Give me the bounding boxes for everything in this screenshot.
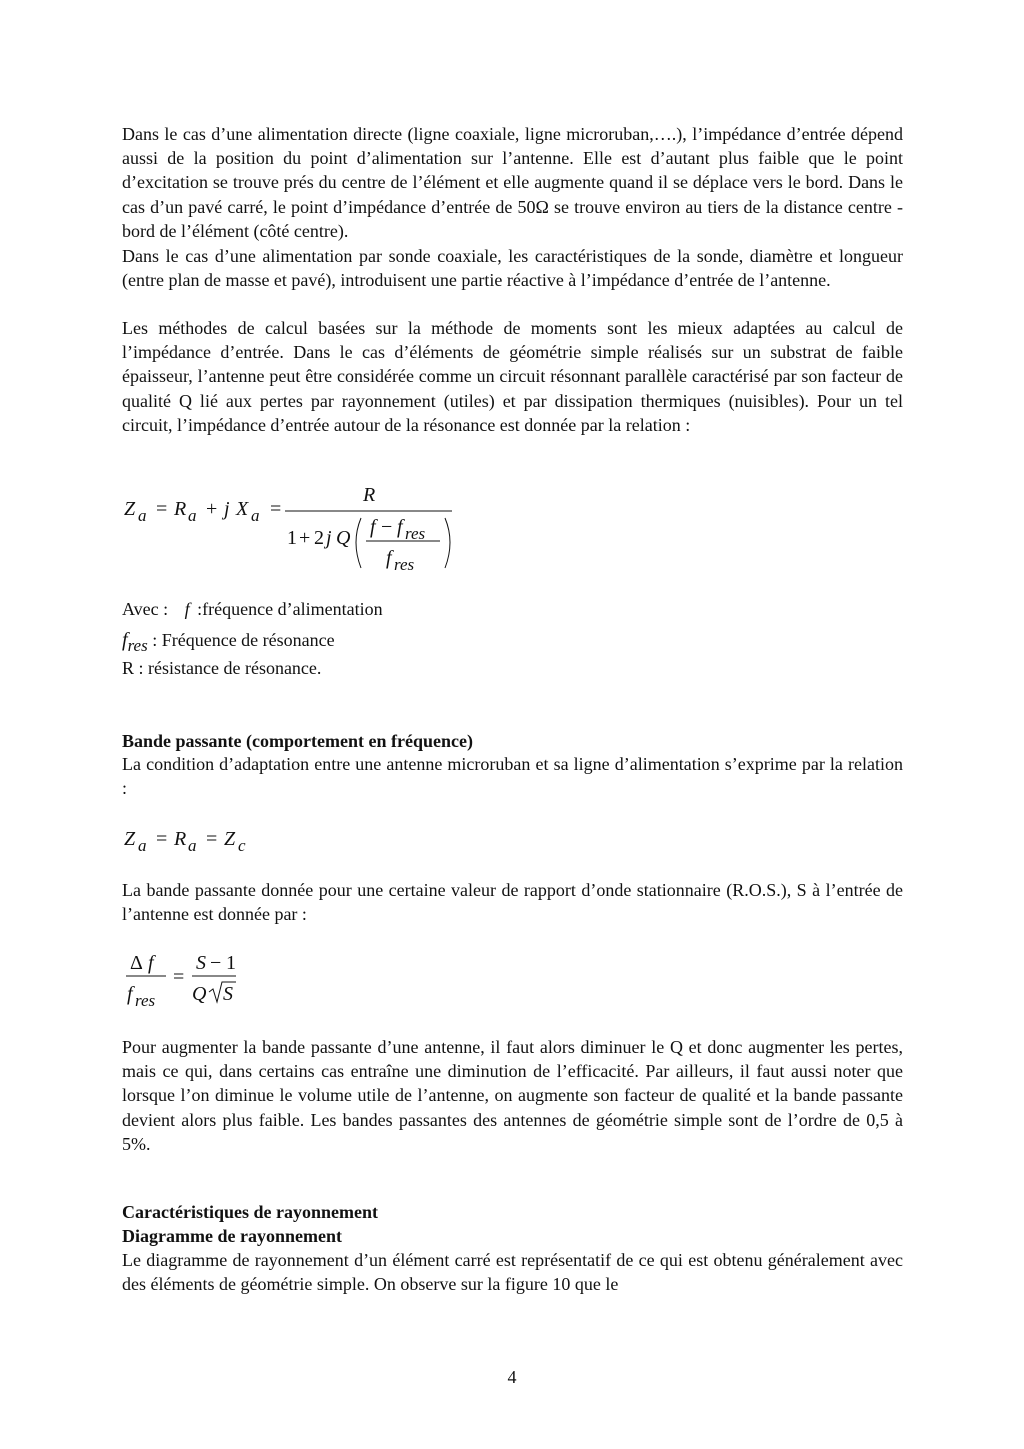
svg-text:=: = xyxy=(270,498,282,520)
equation-matching xyxy=(118,822,258,862)
paragraph-direct-feed: Dans le cas d’une alimentation directe (ligne coaxiale, ligne microruban,….), l’impédance d’entrée dépend aussi de la position du point d’alimentation sur l’antenne. Elle est d’autant plus faible que le point d’excitation se trouve prés du centre de l’élément et elle augmente quand il se déplace vers le bord. Dans le cas d’un pavé carré, le point d’impédance d’entrée de 50Ω se trouve environ au tiers de la distance centre - bord de l’élément (côté centre). xyxy=(122,124,903,241)
svg-text:Q: Q xyxy=(192,983,207,1005)
svg-text:j: j xyxy=(326,527,332,549)
heading-radiation-characteristics: Caractéristiques de rayonnement xyxy=(122,1202,378,1222)
paragraph-matching-condition: La condition d’adaptation entre une antenne microruban et sa ligne d’alimentation s’exprime par la relation : xyxy=(122,754,903,799)
definition-resonance-frequency xyxy=(122,628,335,653)
svg-text:+: + xyxy=(206,498,218,520)
svg-text:2: 2 xyxy=(314,527,324,549)
svg-text:−: − xyxy=(381,516,393,538)
paragraph-moment-method: Les méthodes de calcul basées sur la méthode de moments sont les mieux adaptées au calcul de l’impédance d’entrée. Dans le cas d’éléments de géométrie simple réalisés sur un substrat de faible épaisseur, l’antenne peut être considérée comme un circuit résonnant parallèle caractérisé par son facteur de qualité Q lié aux pertes par rayonnement (utiles) et par dissipation thermiques (nuisibles). Pour un tel circuit, l’impédance d’entrée autour de la résonance est donnée par la relation : xyxy=(122,318,903,435)
paragraph-bandwidth-vswr: La bande passante donnée pour une certaine valeur de rapport d’onde stationnaire (R.O.S.), S à l’entrée de l’antenne est donnée par : xyxy=(122,880,903,925)
definition-frequency xyxy=(122,597,383,621)
svg-text:f: f xyxy=(127,983,133,1005)
svg-text:−: − xyxy=(210,952,222,974)
svg-text:j: j xyxy=(224,498,230,520)
svg-text:+: + xyxy=(299,527,311,549)
paragraph-increase-bandwidth: Pour augmenter la bande passante d’une antenne, il faut alors diminuer le Q et donc augmenter les pertes, mais ce qui, dans certains cas entraîne une diminution de l’efficacité. Par ailleurs, il faut aussi noter que lorsque l’on diminue le volume utile de l’antenne, on augmente son facteur de qualité et la bande passante devient alors plus faible. Les bandes passantes des antennes de géométrie simple sont de l’ordre de 0,5 à 5%. xyxy=(122,1037,903,1154)
svg-text:R: R xyxy=(174,498,187,520)
svg-text:f: f xyxy=(397,516,403,538)
svg-text:a: a xyxy=(251,506,260,525)
symbol-fres-subscript: res xyxy=(127,636,148,655)
definition-resistance: R : résistance de résonance. xyxy=(122,658,322,678)
equation-bandwidth xyxy=(118,950,248,1012)
svg-text:f: f xyxy=(148,952,154,974)
symbol-fres: f xyxy=(122,629,128,651)
svg-text:=: = xyxy=(156,828,168,850)
svg-text:Z: Z xyxy=(124,828,136,850)
svg-text:res: res xyxy=(135,991,156,1010)
svg-text:c: c xyxy=(238,836,246,855)
svg-text:=: = xyxy=(173,966,185,988)
svg-text:R: R xyxy=(174,828,187,850)
paragraph-radiation-pattern: Le diagramme de rayonnement d’un élément carré est représentatif de ce qui est obtenu généralement avec des éléments de géométrie simple. On observe sur la figure 10 que le xyxy=(122,1250,903,1295)
svg-text:a: a xyxy=(138,506,147,525)
svg-text:a: a xyxy=(138,836,147,855)
definition-f-text: :fréquence d’alimentation xyxy=(197,599,383,619)
equation-input-impedance xyxy=(118,478,468,578)
svg-text:a: a xyxy=(188,836,197,855)
svg-text:S: S xyxy=(196,952,206,974)
svg-text:Z: Z xyxy=(224,828,236,850)
svg-text:R: R xyxy=(363,484,376,506)
svg-text:S: S xyxy=(223,983,233,1005)
page-number: 4 xyxy=(507,1367,517,1387)
heading-radiation-pattern: Diagramme de rayonnement xyxy=(122,1226,342,1246)
svg-text:f: f xyxy=(370,516,376,538)
svg-text:f: f xyxy=(386,547,392,569)
paragraph-coaxial-probe: Dans le cas d’une alimentation par sonde coaxiale, les caractéristiques de la sonde, diamètre et longueur (entre plan de masse et pavé), introduisent une partie réactive à l’impédance d’entrée de l’antenne. xyxy=(122,246,903,291)
svg-text:1: 1 xyxy=(287,527,297,549)
svg-text:=: = xyxy=(156,498,168,520)
svg-text:1: 1 xyxy=(226,952,236,974)
symbol-f: f xyxy=(184,599,190,619)
svg-text:res: res xyxy=(394,555,415,574)
svg-text:Δ: Δ xyxy=(130,952,143,974)
svg-text:Z: Z xyxy=(124,498,136,520)
definition-avec-label: Avec : xyxy=(122,599,169,619)
heading-bandwidth: Bande passante (comportement en fréquence) xyxy=(122,731,473,751)
svg-text:res: res xyxy=(405,524,426,543)
svg-text:X: X xyxy=(236,498,249,520)
svg-text:Q: Q xyxy=(336,527,351,549)
svg-text:=: = xyxy=(206,828,218,850)
svg-text:a: a xyxy=(188,506,197,525)
definition-fres-text: : Fréquence de résonance xyxy=(152,630,335,650)
